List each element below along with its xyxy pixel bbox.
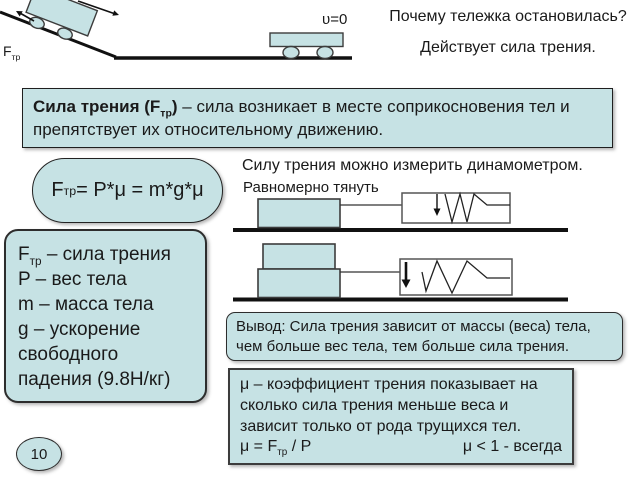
mu-line2: сколько сила трения меньше веса и — [240, 396, 509, 414]
question-text: Почему тележка остановилась? — [389, 8, 627, 25]
definition-line2: препятствует их относительному движению. — [33, 119, 384, 139]
mu-line3: зависит только от рода трущихся тел. — [240, 417, 522, 435]
dynamometer-figure-2 — [230, 241, 575, 304]
bottom-block-icon — [258, 269, 340, 298]
friction-force-label: $F_{тр}$ — [3, 43, 21, 62]
experiment-caption: Силу трения можно измерить динамометром. — [242, 157, 583, 174]
conclusion-box — [226, 312, 623, 361]
dynamometer-figure-1 — [230, 190, 575, 235]
formula-box: F тр = P*μ = m*g*μ — [32, 158, 223, 223]
definition-line1: Сила трения $(F_{тр})$ – сила возникает в месте соприкосновения тел и — [33, 97, 570, 120]
definition-box — [22, 88, 613, 148]
incline-cart-figure — [0, 0, 390, 66]
velocity-label: υ=0 — [322, 11, 348, 28]
question-block — [378, 8, 638, 57]
legend-line: падения (9.8Н/кг) — [18, 369, 171, 391]
dynamometer-body — [400, 259, 512, 295]
mu-line1: μ – коэффициент трения показывает на — [240, 376, 538, 393]
experiment-instruction: Равномерно тянуть — [243, 179, 379, 196]
stopped-cart-icon — [270, 33, 343, 59]
legend-line: P – вес тела — [18, 269, 127, 291]
conclusion-line1: Вывод: Сила трения зависит от массы (веса) тела, — [236, 318, 591, 335]
page-number-badge — [16, 437, 62, 471]
legend-line: свободного — [18, 344, 119, 366]
answer-text: Действует сила трения. — [420, 39, 596, 56]
page-number: 10 — [30, 445, 48, 463]
top-block-icon — [263, 244, 335, 269]
mu-note: μ < 1 - всегда — [462, 438, 562, 456]
legend-line: $F_{тр}$ – сила трения — [18, 244, 171, 268]
mu-formula: $\mu = F_{тр} / P$ — [240, 438, 312, 459]
legend-line: m – масса тела — [18, 294, 154, 316]
rolling-cart-icon — [22, 0, 97, 46]
block-icon — [258, 199, 340, 228]
legend-line: g – ускорение — [18, 319, 141, 341]
mu-coefficient-box — [228, 368, 574, 465]
conclusion-line2: чем больше вес тела, тем больше сила трения. — [236, 337, 570, 355]
mu-formula-row — [240, 437, 562, 458]
legend-box — [4, 229, 207, 403]
